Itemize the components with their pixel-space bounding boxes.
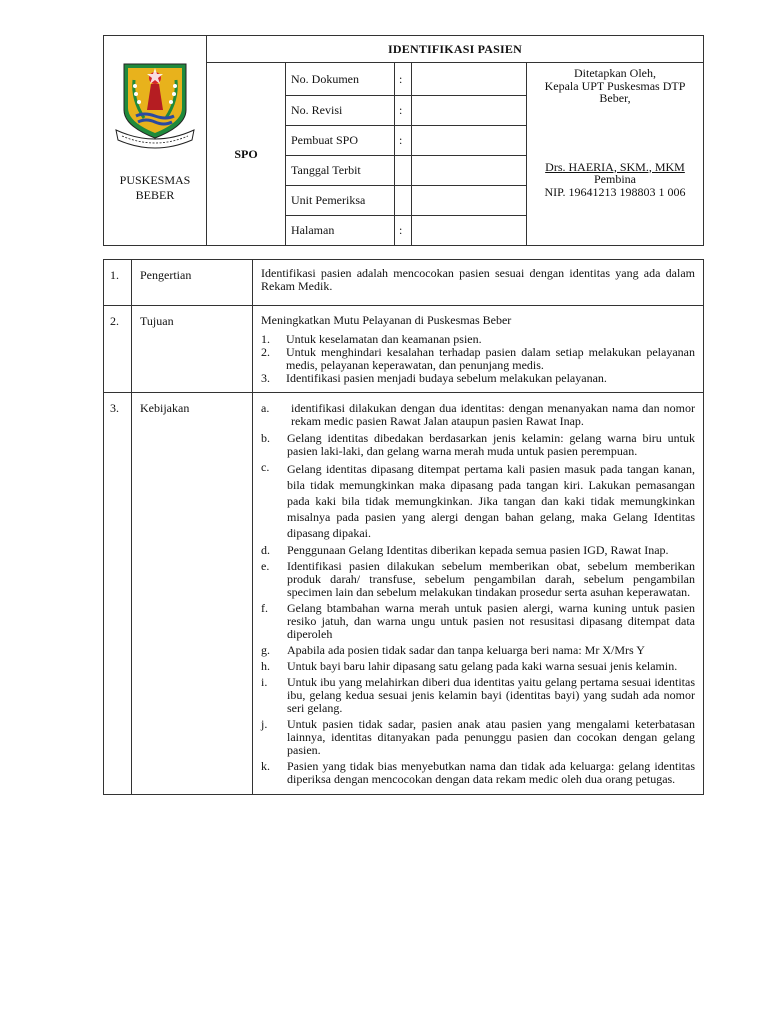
section-row-kebijakan (104, 393, 704, 795)
list-marker: c. (261, 460, 270, 474)
list-text: Identifikasi pasien dilakukan sebelum memberikan obat, sebelum memberikan produk darah/ transfuse, sebelum pengambilan darah, sebelum pengambilan specimen lain dan sebelum melakukan tindakan prosedur serta asuhan keperawatan. (287, 559, 695, 599)
field-label-halaman: Halaman (286, 216, 395, 246)
list-marker: k. (261, 759, 270, 773)
field-value-pembuat-spo (412, 126, 527, 156)
section-number: 3. (104, 393, 132, 795)
approver-nip: NIP. 19641213 198803 1 006 (544, 184, 686, 199)
field-colon: : (395, 63, 412, 96)
kabupaten-logo (114, 60, 196, 152)
field-label-tanggal-terbit: Tanggal Terbit (286, 156, 395, 186)
list-marker: e. (261, 559, 270, 573)
list-text: Untuk bayi baru lahir dipasang satu gelang pada kaki warna sesuai jenis kelamin. (287, 659, 678, 673)
tujuan-intro: Meningkatkan Mutu Pelayanan di Puskesmas Beber (261, 313, 512, 327)
list-text: Apabila ada posien tidak sadar dan tanpa keluarga beri nama: Mr X/Mrs Y (287, 643, 645, 657)
approver-rank: Pembina (594, 172, 636, 186)
list-marker: h. (261, 659, 270, 673)
spo-label: SPO (207, 63, 286, 246)
approval-block (527, 63, 704, 246)
spo-header-table (103, 35, 704, 246)
list-text: Untuk ibu yang melahirkan diberi dua identitas yaitu gelang pertama sesuai identitas ibu, gelang kedua sesuai jenis kelamin bayi (identitas bayi) yang sudah ada nomor seri gelang. (287, 675, 695, 715)
list-marker: 3. (261, 371, 270, 385)
section-row-tujuan (104, 306, 704, 393)
spo-content-table (103, 259, 704, 795)
field-colon (395, 156, 412, 186)
approval-line2: Kepala UPT Puskesmas DTP (544, 78, 686, 93)
list-item (261, 346, 695, 372)
unit-name-line1: PUSKESMAS (119, 173, 191, 187)
list-marker: b. (261, 431, 270, 445)
section-content (253, 393, 704, 795)
field-value-no-dokumen (412, 63, 527, 96)
list-item (261, 402, 695, 428)
section-title: Kebijakan (132, 393, 253, 795)
list-item (261, 676, 695, 715)
approval-line1: Ditetapkan Oleh, (574, 66, 656, 80)
field-label-unit-pemeriksa: Unit Pemeriksa (286, 186, 395, 216)
list-marker: i. (261, 675, 268, 689)
list-marker: 2. (261, 345, 270, 359)
list-marker: f. (261, 601, 268, 615)
field-value-no-revisi (412, 96, 527, 126)
list-item (261, 718, 695, 757)
field-label-no-dokumen: No. Dokumen (286, 63, 395, 96)
list-text: identifikasi dilakukan dengan dua identitas: dengan menanyakan nama dan nomor rekam medic pasien Rawat Jalan ataupun pasien Rawat Inap. (291, 401, 695, 428)
field-value-halaman (412, 216, 527, 246)
unit-name-line2: BEBER (135, 188, 175, 202)
tujuan-list (261, 333, 695, 385)
field-colon: : (395, 96, 412, 126)
list-item (261, 644, 695, 657)
section-number: 2. (104, 306, 132, 393)
list-item (261, 544, 695, 557)
logo-cell (104, 36, 207, 246)
section-number: 1. (104, 260, 132, 306)
section-content (253, 306, 704, 393)
field-colon: : (395, 126, 412, 156)
list-marker: 1. (261, 332, 270, 346)
field-label-pembuat-spo: Pembuat SPO (286, 126, 395, 156)
list-item (261, 432, 695, 458)
section-title: Pengertian (132, 260, 253, 306)
list-marker: d. (261, 543, 270, 557)
regency-emblem-icon (114, 60, 196, 152)
list-text: Gelang identitas dipasang ditempat pertama kali pasien masuk pada tangan kanan, bila tidak memungkinkan maka dipasang pada tangan kiri. Lakukan pemasangan pada kaki bila tidak memungkinkan. Jika tangan dan kaki tidak memungkinkan misalnya pada pasien yang alergi dengan bahan gelang, maka Gelang Identitas dipasang dipakai. (287, 462, 695, 540)
field-colon (395, 186, 412, 216)
list-text: Identifikasi pasien menjadi budaya sebelum melakukan pelayanan. (286, 371, 607, 385)
kebijakan-list (261, 402, 695, 786)
list-text: Gelang btambahan warna merah untuk pasien alergi, warna kuning untuk pasien resiko jatuh, dan warna ungu untuk pasien not resusitasi dipasang ditempat data diperoleh (287, 601, 695, 641)
list-marker: j. (261, 717, 268, 731)
list-text: Untuk menghindari kesalahan terhadap pasien dalam setiap melakukan pelayanan medis, pelayanan keperawatan, dan penunjang medis. (286, 345, 695, 372)
list-text: Gelang identitas dibedakan berdasarkan jenis kelamin: gelang warna biru untuk pasien laki-laki, dan gelang warna merah muda untuk pasien perempuan. (287, 431, 695, 458)
list-text: Untuk keselamatan dan keamanan psien. (286, 332, 482, 346)
approver-name: Drs. HAERIA, SKM., MKM (545, 159, 685, 174)
pengertian-text: Identifikasi pasien adalah mencocokan pasien sesuai dengan identitas yang ada dalam Rekam Medik. (261, 266, 695, 293)
section-title: Tujuan (132, 306, 253, 393)
field-value-tanggal-terbit (412, 156, 527, 186)
list-item (261, 461, 695, 541)
list-text: Penggunaan Gelang Identitas diberikan kepada semua pasien IGD, Rawat Inap. (287, 543, 669, 557)
list-item (261, 760, 695, 786)
section-row-pengertian (104, 260, 704, 306)
list-item (261, 602, 695, 641)
list-marker: a. (261, 401, 270, 415)
list-item (261, 560, 695, 599)
approval-line3: Beber, (599, 91, 631, 105)
field-value-unit-pemeriksa (412, 186, 527, 216)
list-text: Untuk pasien tidak sadar, pasien anak atau pasien yang mengalami keterbatasan lainnya, identitas ditanyakan pada penunggu pasien dan cocokan dengan gelang pasien. (287, 717, 695, 757)
list-item (261, 660, 695, 673)
list-marker: g. (261, 643, 270, 657)
field-colon: : (395, 216, 412, 246)
list-text: Pasien yang tidak bias menyebutkan nama dan tidak ada keluarga: gelang identitas diperiksa dengan mencocokan dengan data rekam medic oleh dua orang petugas. (287, 759, 695, 786)
list-item (261, 372, 695, 385)
section-content (253, 260, 704, 306)
field-label-no-revisi: No. Revisi (286, 96, 395, 126)
document-title: IDENTIFIKASI PASIEN (207, 36, 704, 63)
